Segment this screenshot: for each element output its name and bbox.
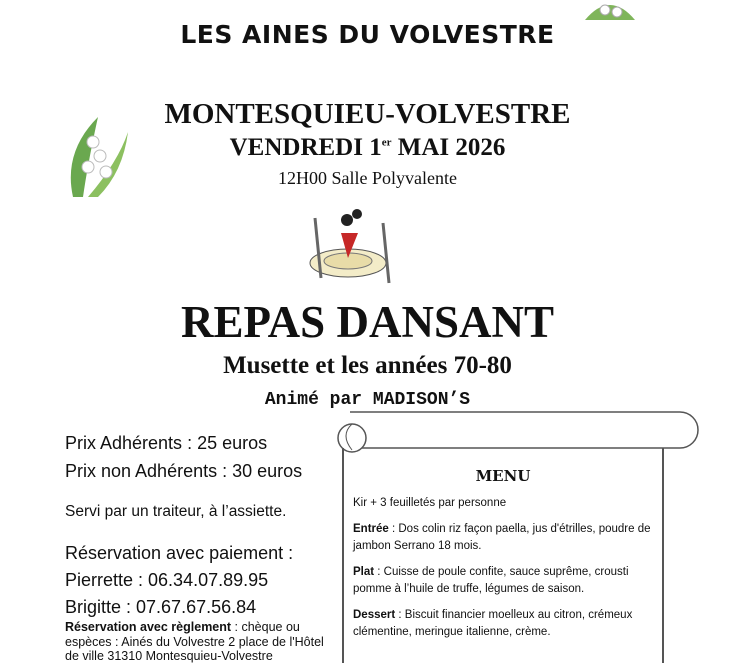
payment-label: Réservation avec règlement [65, 620, 232, 634]
event-title: REPAS DANSANT [181, 297, 554, 347]
date-prefix: VENDREDI 1 [229, 134, 382, 161]
contact-brigitte: Brigitte : 07.67.67.56.84 [65, 597, 257, 617]
menu-entree [353, 521, 653, 555]
menu-item-text: : Dos colin riz façon paella, jus d'étrilles, poudre de jambon Serrano 18 mois. [353, 523, 651, 552]
menu-panel [342, 448, 664, 663]
event-time: 12H00 Salle Polyvalente [278, 168, 457, 188]
menu-item-label: Plat [353, 566, 375, 578]
payment-text: : chèque ou espèces : Ainés du Volvestre 2 place de l'Hôtel de ville 31310 Montesquieu-Volvestre [65, 620, 324, 663]
event-animation: Animé par MADISON’S [264, 390, 471, 410]
contact-pierrette: Pierrette : 06.34.07.89.95 [65, 570, 269, 590]
town: MONTESQUIEU-VOLVESTRE [164, 98, 571, 130]
event-date [0, 134, 735, 162]
menu-item-text: : Cuisse de poule confite, sauce suprême, crousti pomme à l’huile de truffe, légumes de saison. [353, 566, 629, 595]
club-name: LES AINES DU VOLVESTRE [180, 20, 555, 49]
menu-item-label: Dessert [353, 609, 396, 621]
menu-item-label: Entrée [353, 523, 389, 535]
date-sup: er [381, 136, 392, 149]
price-members: Prix Adhérents : 25 euros [65, 433, 268, 453]
menu-title: MENU [475, 467, 531, 485]
dancing-plate-icon [303, 198, 398, 288]
event-subtitle: Musette et les années 70-80 [223, 352, 512, 379]
date-suffix: MAI 2026 [391, 134, 506, 161]
payment-info [65, 620, 335, 664]
price-non-members: Prix non Adhérents : 30 euros [65, 461, 303, 481]
menu-dessert [353, 607, 653, 641]
service-note: Servi par un traiteur, à l’assiette. [65, 503, 287, 520]
menu-item-text: : Biscuit financier moelleux au citron, crémeux clémentine, meringue italienne, crème. [353, 609, 633, 638]
menu-aperitif: Kir + 3 feuilletés par personne [353, 497, 507, 509]
reservation-title: Réservation avec paiement : [65, 543, 294, 563]
menu-plat [353, 564, 653, 598]
